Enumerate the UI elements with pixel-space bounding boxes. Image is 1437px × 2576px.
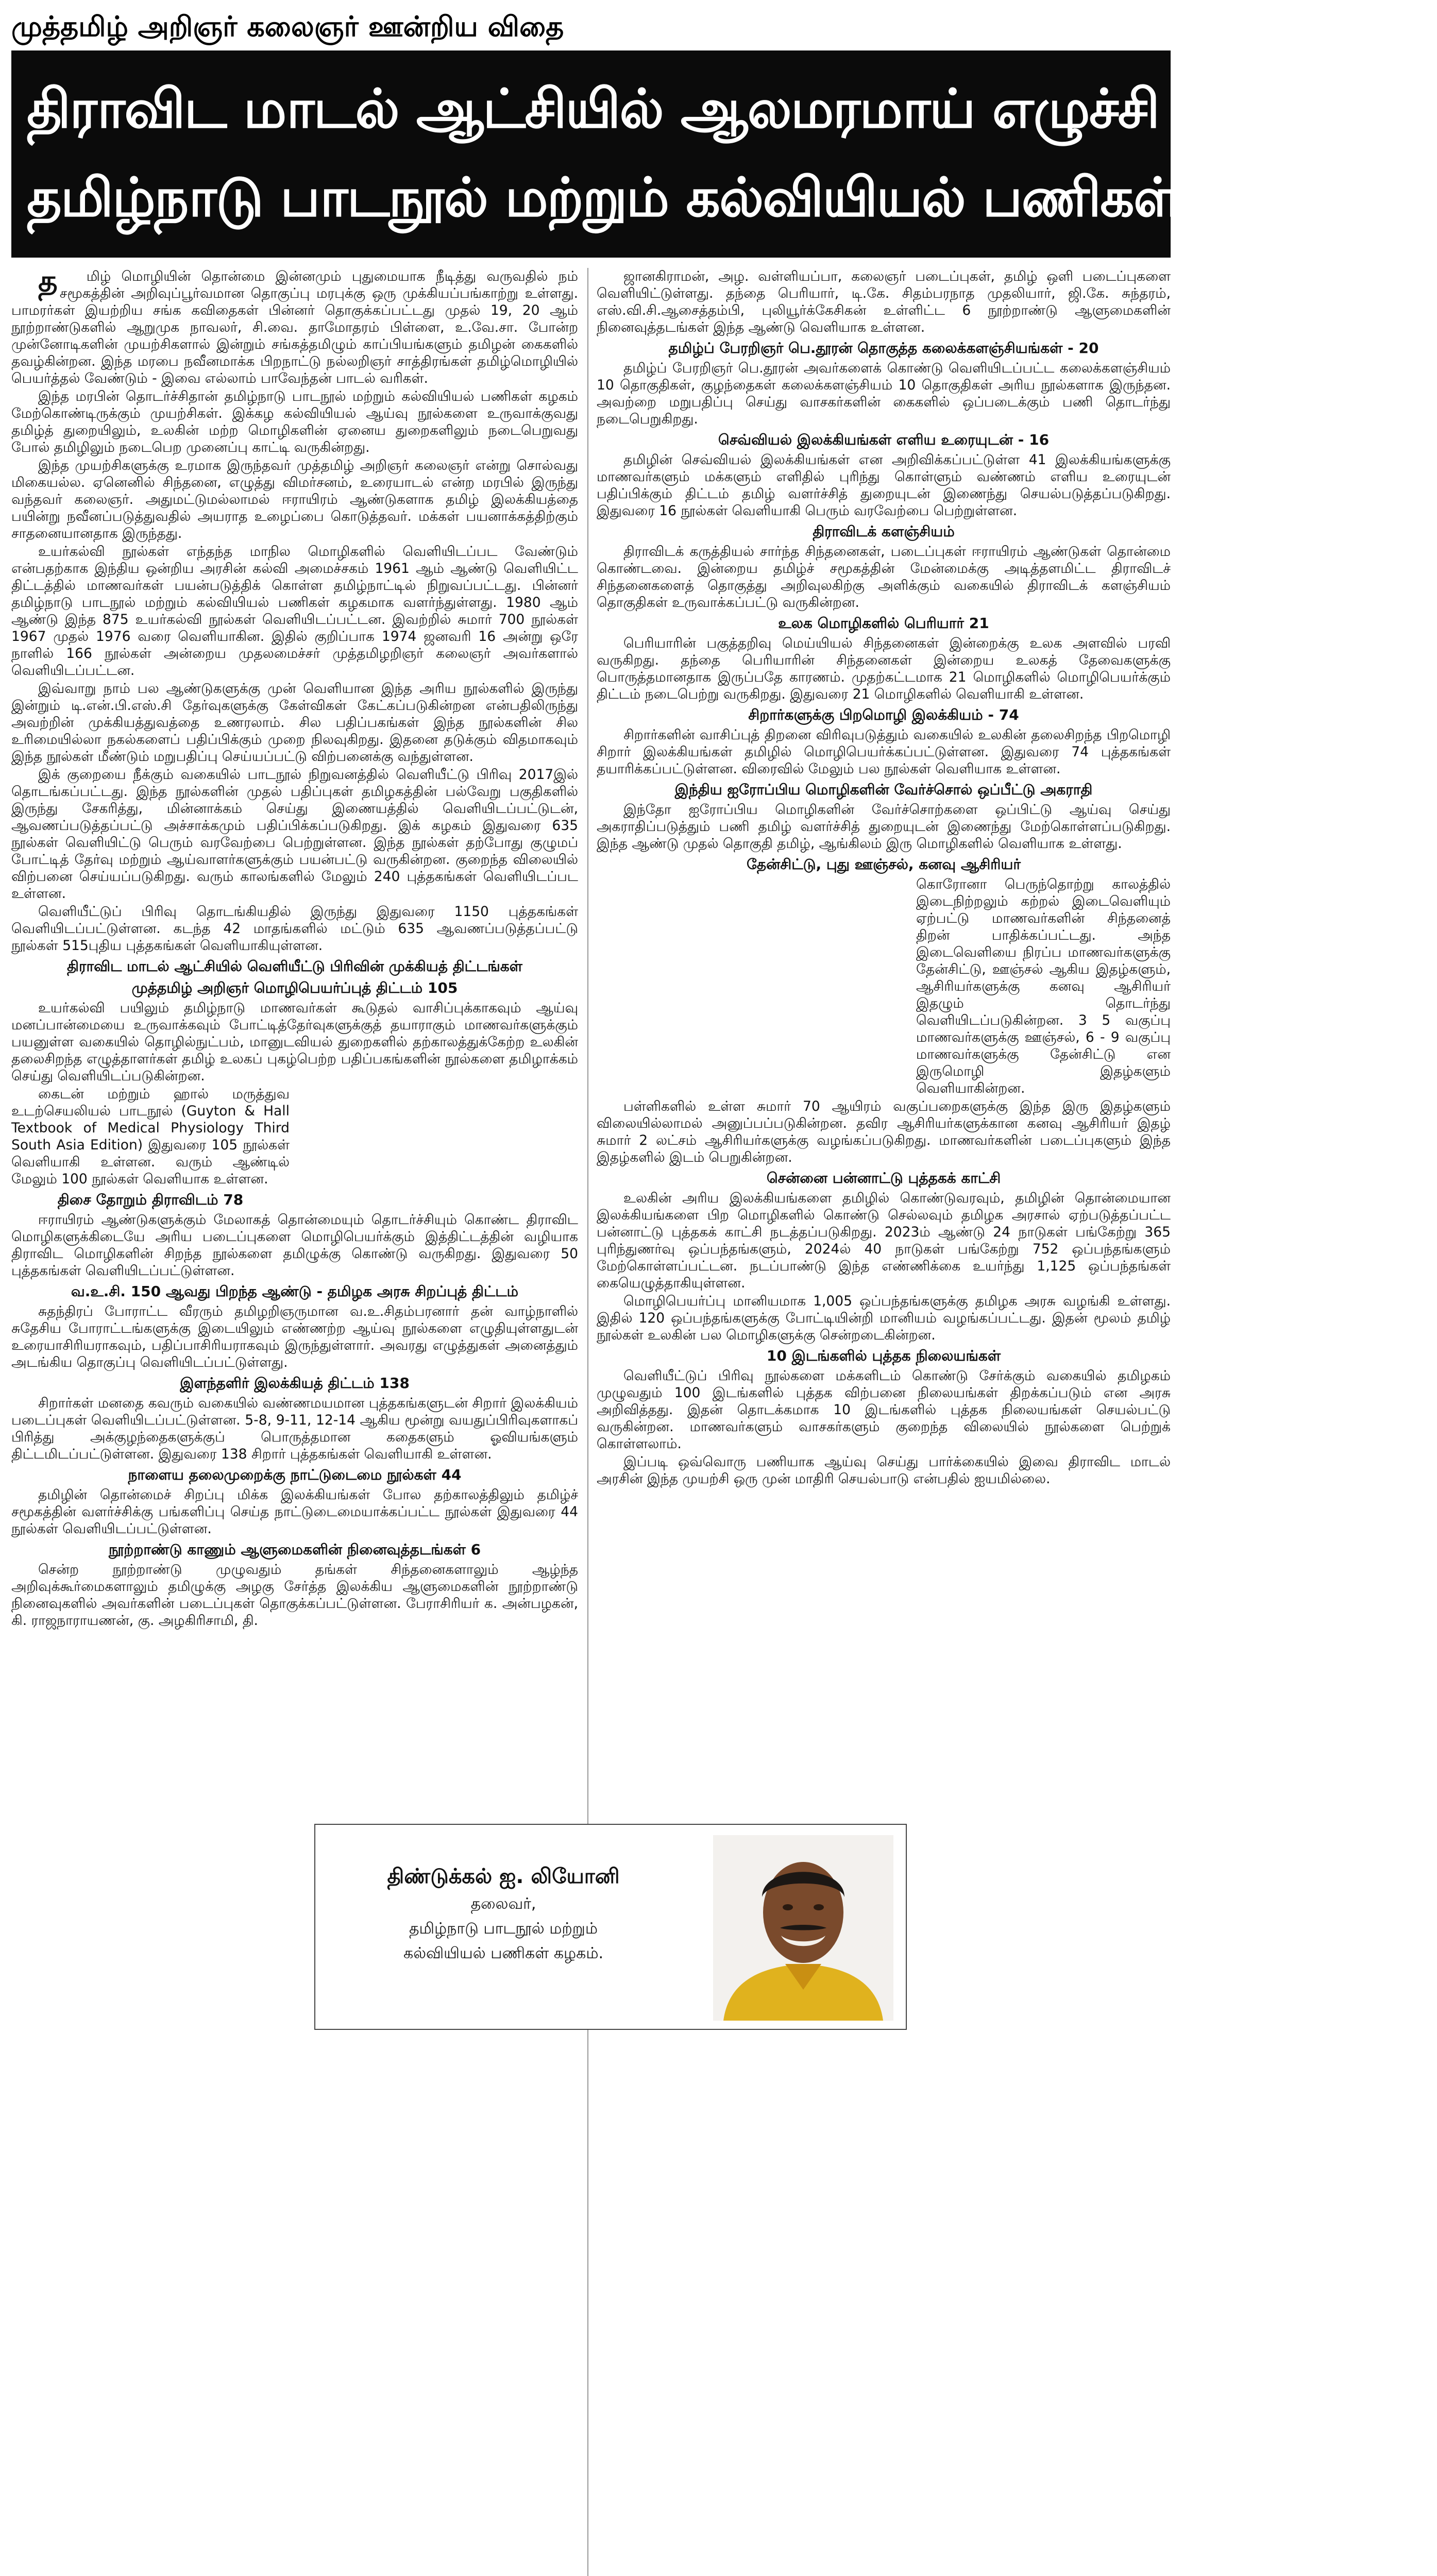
paragraph: இப்படி ஒவ்வொரு பணியாக ஆய்வு செய்து பார்க்கையில் இவை திராவிட மாடல் அரசின் இந்த முயற்சி ஒரு முன் மாதிரி செயல்பாடு என்பதில் ஐயமில்லை. [597,1454,1171,1487]
byline-text [336,1861,671,1966]
section-heading: தமிழ்ப் பேரறிஞர் பெ.தூரன் தொகுத்த கலைக்களஞ்சியங்கள் - 20 [668,340,1099,357]
paragraph: உயர்கல்வி பயிலும் தமிழ்நாடு மாணவர்கள் கூடுதல் வாசிப்புக்காகவும் ஆய்வு மனப்பான்மையை உருவாக்கவும் போட்டித்தேர்வுகளுக்குத் தயாராகும் மாணவர்களுக்கும் பயனுள்ள வகையில் தொழில்நுட்பம், மானுடவியல் துறைகளில் தற்காலத்துக்கேற்ற உலகின் தலைசிறந்த எழுத்தாளர்கள் தமிழ் உலகப் புகழ்பெற்ற பதிப்பகங்களின் நூல்களை தமிழாக்கம் செய்து வெளியிடப்படுகின்றன. [11,1000,578,1084]
paragraph: சிறார்களின் வாசிப்புத் திறனை விரிவுபடுத்தும் வகையில் உலகின் தலைசிறந்த பிறமொழி சிறார் இலக்கியங்கள் தமிழில் மொழிபெயர்க்கப்பட்டுள்ளன. இதுவரை 74 புத்தகங்கள் தயாரிக்கப்பட்டுள்ளன. விரைவில் மேலும் பல நூல்கள் வெளியாக உள்ளன. [597,727,1171,777]
paragraph: திராவிடக் கருத்தியல் சார்ந்த சிந்தனைகள், படைப்புகள் ஈராயிரம் ஆண்டுகள் தொன்மை கொண்டவை. இன்றைய தமிழ்ச் சமூகத்தின் மேன்மைக்கு அடித்தளமிட்ட திராவிடச் சிந்தனைகளைத் தொகுத்து அறிவுலகிற்கு அளிக்கும் வகையில் திராவிடக் களஞ்சியம் தொகுதிகள் உருவாக்கப்பட்டு வருகின்றன. [597,544,1171,611]
section-heading: செவ்வியல் இலக்கியங்கள் எளிய உரையுடன் - 16 [718,431,1050,448]
paragraph: வெளியீட்டுப் பிரிவு நூல்களை மக்களிடம் கொண்டு சேர்க்கும் வகையில் தமிழகம் முழுவதும் 100 இடங்களில் புத்தக விற்பனை நிலையங்கள் திறக்கப்படும் என அரசு அறிவித்தது. இதன் தொடக்கமாக 10 இடங்களில் புத்தக நிலையங்கள் செயல்பட்டு வருகின்றன. மாணவர்களும் வாசகர்களும் குறைந்த விலையில் நூல்களை பெற்றுக் கொள்ளலாம். [597,1368,1171,1452]
paragraph: தமிழ்ப் பேரறிஞர் பெ.தூரன் அவர்களைக் கொண்டு வெளியிடப்பட்ட கலைக்களஞ்சியம் 10 தொகுதிகள், குழந்தைகள் கலைக்களஞ்சியம் 10 தொகுதிகள் அரிய நூல்களாக இருந்தன. அவற்றை மறுபதிப்பு செய்து வாசகர்களின் கைகளில் ஒப்படைக்கும் பணி தொடர்ந்து நடைபெறுகிறது. [597,360,1171,427]
section-heading: 10 இடங்களில் புத்தக நிலையங்கள் [766,1347,1001,1364]
section-heading: நூற்றாண்டு காணும் ஆளுமைகளின் நினைவுத்தடங்கள் 6 [108,1541,481,1558]
paragraph: வெளியீட்டுப் பிரிவு தொடங்கியதில் இருந்து இதுவரை 1150 புத்தகங்கள் வெளியிடப்பட்டுள்ளன. கடந்த 42 மாதங்களில் மட்டும் 635 ஆவணப்படுத்தப்பட்டு நூல்கள் 515புதிய புத்தகங்கள் வெளியாகியுள்ளன. [11,904,578,954]
left-column [11,263,578,2576]
author-org-line-2: கல்வியியல் பணிகள் கழகம். [403,1944,604,1962]
section-heading: நாளைய தலைமுறைக்கு நாட்டுடைமை நூல்கள் 44 [128,1466,462,1483]
paragraph: இந்த மரபின் தொடர்ச்சிதான் தமிழ்நாடு பாடநூல் மற்றும் கல்வியியல் பணிகள் கழகம் மேற்கொண்டிருக்கும் முயற்சிகள். இக்கழ கல்வியியல் ஆய்வு நூல்களை உருவாக்குவது தமிழ்த் துறையிலும், உலகின் மற்ற மொழிகளின் ஏனைய துறைகளிலும் நடைபெறுவது போல் தமிழிலும் நடைபெற முனைப்பு காட்டி வருகின்றது. [11,388,578,455]
section-heading: முத்தமிழ் அறிஞர் மொழிபெயர்ப்புத் திட்டம் 105 [131,979,458,996]
paragraph: பெரியாரின் பகுத்தறிவு மெய்யியல் சிந்தனைகள் இன்றைக்கு உலக அளவில் பரவி வருகிறது. தந்தை பெரியாரின் சிந்தனைகள் இன்றைய உலகத் தேவைகளுக்கு பொருத்தமானதாக இருப்பதே காரணம். முதற்கட்டமாக 21 மொழிகளில் மொழிபெயர்க்கும் திட்டம் நடைபெற்று வருகிறது. இதுவரை 21 மொழிகளில் வெளியாகி உள்ளன. [597,635,1171,702]
section-heading: உலக மொழிகளில் பெரியார் 21 [778,615,989,632]
author-name: திண்டுக்கல் ஐ. லியோனி [387,1865,620,1888]
paragraph: தமிழின் செவ்வியல் இலக்கியங்கள் என அறிவிக்கப்பட்டுள்ள 41 இலக்கியங்களுக்கு மாணவர்களும் மக்களும் எளிதில் புரிந்து கொள்ளும் வண்ணம் எளிய உரையுடன் பதிப்பிக்கும் திட்டம் தமிழ் வளர்ச்சித் துறையுடன் இணைந்து செயல்படுத்தப்படுகிறது. இதுவரை 16 நூல்கள் வெளியாகி பெரும் வரவேற்பை பெற்றுள்ளன. [597,452,1171,519]
section-heading: தேன்சிட்டு, புது ஊஞ்சல், கனவு ஆசிரியர் [747,856,1021,873]
paragraph: கொரோனா பெருந்தொற்று காலத்தில் இடைநிற்றலும் கற்றல் இடைவெளியும் ஏற்பட்டு மாணவர்களின் சிந்தனைத் திறன் பாதிக்கப்பட்டது. அந்த இடைவெளியை நிரப்ப மாணவர்களுக்கு தேன்சிட்டு, ஊஞ்சல் ஆகிய இதழ்களும், ஆசிரியர்களுக்கு கனவு ஆசிரியர் இதழும் தொடர்ந்து வெளியிடப்படுகின்றன. 3 5 வகுப்பு மாணவர்களுக்கு ஊஞ்சல், 6 - 9 வகுப்பு மாணவர்களுக்கு தேன்சிட்டு என இருமொழி இதழ்களும் வெளியாகின்றன. [916,876,1171,1096]
headline-banner [11,50,1437,258]
paragraph: கைடன் மற்றும் ஹால் மருத்துவ உடற்செயலியல் பாடநூல் (Guyton & Hall Textbook of Medical Physiology Third South Asia Edition) இதுவரை 105 நூல்கள் வெளியாகி உள்ளன. வரும் ஆண்டில் மேலும் 100 நூல்கள் வெளியாக உள்ளன. [11,1086,290,1187]
paragraph: சுதந்திரப் போராட்ட வீரரும் தமிழறிஞருமான வ.உ.சிதம்பரனார் தன் வாழ்நாளில் சுதேசிய போராட்டங்களுக்கு இடையிலும் எண்ணற்ற ஆய்வு நூல்களை எழுதியுள்ளதுடன் உரையாசிரியராகவும், பதிப்பாசிரியராகவும் இருந்துள்ளார். அவரது எழுத்துகள் அனைத்தும் அடங்கிய தொகுப்பு வெளியிடப்பட்டுள்ளது. [11,1303,578,1370]
section-heading: திராவிட மாடல் ஆட்சியில் வெளியீட்டு பிரிவின் முக்கியத் திட்டங்கள் [67,958,522,975]
author-org-line-1: தமிழ்நாடு பாடநூல் மற்றும் [409,1920,598,1938]
paragraph: உலகின் அரிய இலக்கியங்களை தமிழில் கொண்டுவரவும், தமிழின் தொன்மையான இலக்கியங்களை பிற மொழிகளில் கொண்டு செல்லவும் தமிழக அரசால் ஏற்படுத்தப்பட்ட பன்னாட்டு புத்தகக் காட்சி நடத்தப்படுகிறது. 2023ம் ஆண்டு 24 நாடுகள் பங்கேற்று 365 புரிந்துணர்வு ஒப்பந்தங்களும், 2024ல் 40 நாடுகள் பங்கேற்று 752 ஒப்பந்தங்களும் மேற்கொள்ளப்பட்டன. நடப்பாண்டு இந்த எண்ணிக்கை உயர்ந்து 1,125 ஒப்பந்தங்கள் கையெழுத்தாகியுள்ளன. [597,1190,1171,1291]
section-heading: திசை தோறும் திராவிடம் 78 [57,1191,244,1208]
section-heading: திராவிடக் களஞ்சியம் [813,523,955,540]
section-heading: வ.உ.சி. 150 ஆவது பிறந்த ஆண்டு - தமிழக அரசு சிறப்புத் திட்டம் [71,1283,519,1300]
paragraph: சிறார்கள் மனதை கவரும் வகையில் வண்ணமயமான புத்தகங்களுடன் சிறார் இலக்கியம் படைப்புகள் வெளியிடப்பட்டுள்ளன. 5-8, 9-11, 12-14 ஆகிய மூன்று வயதுப்பிரிவுகளாகப் பிரித்து அக்குழந்தைகளுக்குப் பொருத்தமான கதைகளும் ஓவியங்களும் திட்டமிடப்பட்டுள்ளன. இதுவரை 138 சிறார் புத்தகங்கள் வெளியாகி உள்ளன. [11,1395,578,1462]
headline-line-1: திராவிட மாடல் ஆட்சியில் ஆலமரமாய் எழுச்சி கொள்ளும் [27,77,1437,140]
paragraph: இந்தோ ஐரோப்பிய மொழிகளின் வேர்ச்சொற்களை ஒப்பிட்டு ஆய்வு செய்து அகராதிப்படுத்தும் பணி தமிழ் வளர்ச்சித் துறையுடன் இணைந்து மேற்கொள்ளப்படுகிறது. இந்த ஆண்டு முதல் தொகுதி தமிழ், ஆங்கிலம் இரு மொழிகளில் வெளியாக உள்ளது. [597,802,1171,852]
paragraph: தமிழின் தொன்மைச் சிறப்பு மிக்க இலக்கியங்கள் போல தற்காலத்திலும் தமிழ்ச் சமூகத்தின் வளர்ச்சிக்கு பங்களிப்பு செய்த நாட்டுடைமையாக்கப்பட்ட நூல்கள் இதுவரை 44 நூல்கள் வெளியிடப்பட்டுள்ளன. [11,1487,578,1537]
paragraph: ஈராயிரம் ஆண்டுகளுக்கும் மேலாகத் தொன்மையும் தொடர்ச்சியும் கொண்ட திராவிட மொழிகளுக்கிடையே அரிய படைப்புகளை மொழிபெயர்க்கும் இத்திட்டத்தின் வழியாக திராவிட மொழிகளின் சிறந்த நூல்களை தமிழுக்கு கொண்டு வருகிறது. இதுவரை 50 புத்தகங்கள் வெளியிடப்பட்டுள்ளன. [11,1212,578,1279]
paragraph: சென்ற நூற்றாண்டு முழுவதும் தங்கள் சிந்தனைகளாலும் ஆழ்ந்த அறிவுக்கூர்மைகளாலும் தமிழுக்கு அழகு சேர்த்த இலக்கிய ஆளுமைகளின் நூற்றாண்டு நினைவுகளில் அவர்களின் படைப்புகள் தொகுக்கப்பட்டுள்ளன. பேராசிரியர் க. அன்பழகன், கி. ராஜநாராயணன், கு. அழகிரிசாமி, தி. [11,1562,578,1629]
author-byline-box [314,1824,907,2030]
paragraph: இக் குறையை நீக்கும் வகையில் பாடநூல் நிறுவனத்தில் வெளியீட்டு பிரிவு 2017இல் தொடங்கப்பட்டது. இந்த நூல்களின் முதல் பதிப்புகள் தமிழகத்தின் பல்வேறு பகுதிகளில் இருந்து சேகரித்து, மின்னாக்கம் செய்து இணையத்தில் வெளியிடப்பட்டுடன், ஆவணப்படுத்தப்பட்டு அச்சாக்கமும் பதிப்பிக்கப்படுகிறது. இக் கழகம் இதுவரை 635 நூல்கள் வெளியிட்டு பெரும் வரவேற்பை பெற்றுள்ளன. இந்த நூல்கள் தற்போது குழுமப் போட்டித் தேர்வு மற்றும் ஆய்வாளர்களுக்கும் பயன்பட்டு வருகின்றன. குறைந்த விலையில் விற்பனை செய்யப்படுகிறது. வரும் காலங்களில் மேலும் 240 புத்தகங்கள் வெளியிடப்பட உள்ளன. [11,767,578,902]
paragraph: இவ்வாறு நாம் பல ஆண்டுகளுக்கு முன் வெளியான இந்த அரிய நூல்களில் இருந்து இன்றும் டி.என்.பி.எஸ்.சி தேர்வுகளுக்கு கேள்விகள் கேட்கப்படுகின்றன என்பதிலிருந்து அவற்றின் முக்கியத்துவத்தை உணரலாம். சில பதிப்பகங்கள் இந்த நூல்களின் சில உரிமையில்லா நகல்களைப் பதிப்பிக்கும் முறை நிலவுகிறது. இதனை தடுக்கும் விதமாகவும் இந்த நூல்கள் மீண்டும் மறுபதிப்பு செய்யப்பட்டு விற்பனைக்கு வந்துள்ளன. [11,681,578,765]
paragraph: ஜானகிராமன், அழ. வள்ளியப்பா, கலைஞர் படைப்புகள், தமிழ் ஒளி படைப்புகளை வெளியிட்டுள்ளது. தந்தை பெரியார், டி.கே. சிதம்பரநாத முதலியார், ஜி.கே. சுந்தரம், எஸ்.வி.சி.ஆசைத்தம்பி, புலியூர்க்கேசிகன் உள்ளிட்ட 6 நூற்றாண்டு ஆளுமைகளின் நினைவுத்தடங்கள் இந்த ஆண்டு வெளியாக உள்ளன. [597,268,1171,335]
section-heading: இளந்தளிர் இலக்கியத் திட்டம் 138 [180,1375,410,1392]
column-divider [587,268,588,2576]
kicker-line: முத்தமிழ் அறிஞர் கலைஞர் ஊன்றிய விதை [11,10,564,43]
author-photo [713,1835,893,2021]
paragraph: பள்ளிகளில் உள்ள சுமார் 70 ஆயிரம் வகுப்பறைகளுக்கு இந்த இரு இதழ்களும் விலையில்லாமல் அனுப்பப்படுகின்றன. தவிர ஆசிரியர்களுக்கான கனவு ஆசிரியர் இதழ் சுமார் 2 லட்சம் ஆசிரியர்களுக்கு வழங்கப்படுகிறது. மாணவர்களின் படைப்புகளும் இந்த இதழ்களில் இடம் பெறுகின்றன. [597,1098,1171,1165]
paragraph: இந்த முயற்சிகளுக்கு உரமாக இருந்தவர் முத்தமிழ் அறிஞர் கலைஞர் என்று சொல்வது மிகையல்ல. ஏனெனில் சிந்தனை, எழுத்து விமர்சனம், உரையாடல் என்ற மரபில் இருந்து வந்தவர் கலைஞர். அதுமட்டுமல்லாமல் ஈராயிரம் ஆண்டுகளாக தமிழ் இலக்கியத்தை பயின்று நவீனப்படுத்துவதில் அயராத உழைப்பை கொடுத்தவர். மக்கள் பயனாக்கத்திற்கும் சாதனையானதாக இருந்தது. [11,457,578,541]
paragraph: மொழிபெயர்ப்பு மானியமாக 1,005 ஒப்பந்தங்களுக்கு தமிழக அரசு வழங்கி உள்ளது. இதில் 120 ஒப்பந்தங்களுக்கு போட்டியின்றி மானியம் வழங்கப்பட்டது. இதன் மூலம் தமிழ் நூல்கள் உலகின் பல மொழிகளுக்கு சென்றடைகின்றன. [597,1293,1171,1343]
paragraph: உயர்கல்வி நூல்கள் எந்தந்த மாநில மொழிகளில் வெளியிடப்பட வேண்டும் என்பதற்காக இந்திய ஒன்றிய அரசின் கல்வி அமைச்சகம் 1961 ஆம் ஆண்டு வெளியிட்ட திட்டத்தில் மாணவர்கள் பயன்படுத்திக் கொள்ள தமிழ்நாட்டில் நிறுவப்பட்டது. பின்னர் தமிழ்நாடு பாடநூல் மற்றும் கல்வியியல் பணிகள் கழகமாக வளர்ந்துள்ளது. 1980 ஆம் ஆண்டு இந்த 875 உயர்கல்வி நூல்கள் வெளியிடப்பட்டன. இவற்றில் சுமார் 700 நூல்கள் 1967 முதல் 1976 வரை வெளியாகின. இதில் குறிப்பாக 1974 ஜனவரி 16 அன்று ஒரே நாளில் 166 நூல்கள் அன்றைய முதலமைச்சர் முத்தமிழறிஞர் கலைஞர் அவர்களால் வெளியிடப்பட்டன. [11,544,578,679]
headline-line-2: தமிழ்நாடு பாடநூல் மற்றும் கல்வியியல் பணிகள் கழகம்! [27,166,1373,229]
author-title: தலைவர், [470,1895,536,1913]
paragraph: தமிழ் மொழியின் தொன்மை இன்னமும் புதுமையாக நீடித்து வருவதில் நம் சமூகத்தின் அறிவுப்பூர்வமான தொகுப்பு மரபுக்கு ஒரு முக்கியப்பங்காற்று உள்ளது. பாமரர்கள் இயற்றிய சங்க கவிதைகள் பின்னர் தொகுக்கப்பட்டது முதல் 19, 20 ஆம் நூற்றாண்டுகளில் ஆறுமுக நாவலர், சி.வை. தாமோதரம் பிள்ளை, உ.வே.சா. போன்ற முன்னோடிகளின் முயற்சிகளால் இன்றும் சங்கத்தமிழும் காப்பியங்களும் தமிழன் கைகளில் தவழ்கின்றன. இந்த மரபை நவீனமாக்க பிறநாட்டு நல்லறிஞர் சாத்திரங்கள் தமிழ்மொழியில் பெயர்த்தல் வேண்டும் - இவை எல்லாம் பாவேந்தன் பாடல் வரிகள். [11,263,578,386]
right-column [597,268,1171,2576]
section-heading: சிறார்களுக்கு பிறமொழி இலக்கியம் - 74 [748,706,1019,723]
section-heading: இந்திய ஐரோப்பிய மொழிகளின் வேர்ச்சொல் ஒப்பீட்டு அகராதி [674,781,1093,798]
section-heading: சென்னை பன்னாட்டு புத்தகக் காட்சி [766,1170,1001,1187]
